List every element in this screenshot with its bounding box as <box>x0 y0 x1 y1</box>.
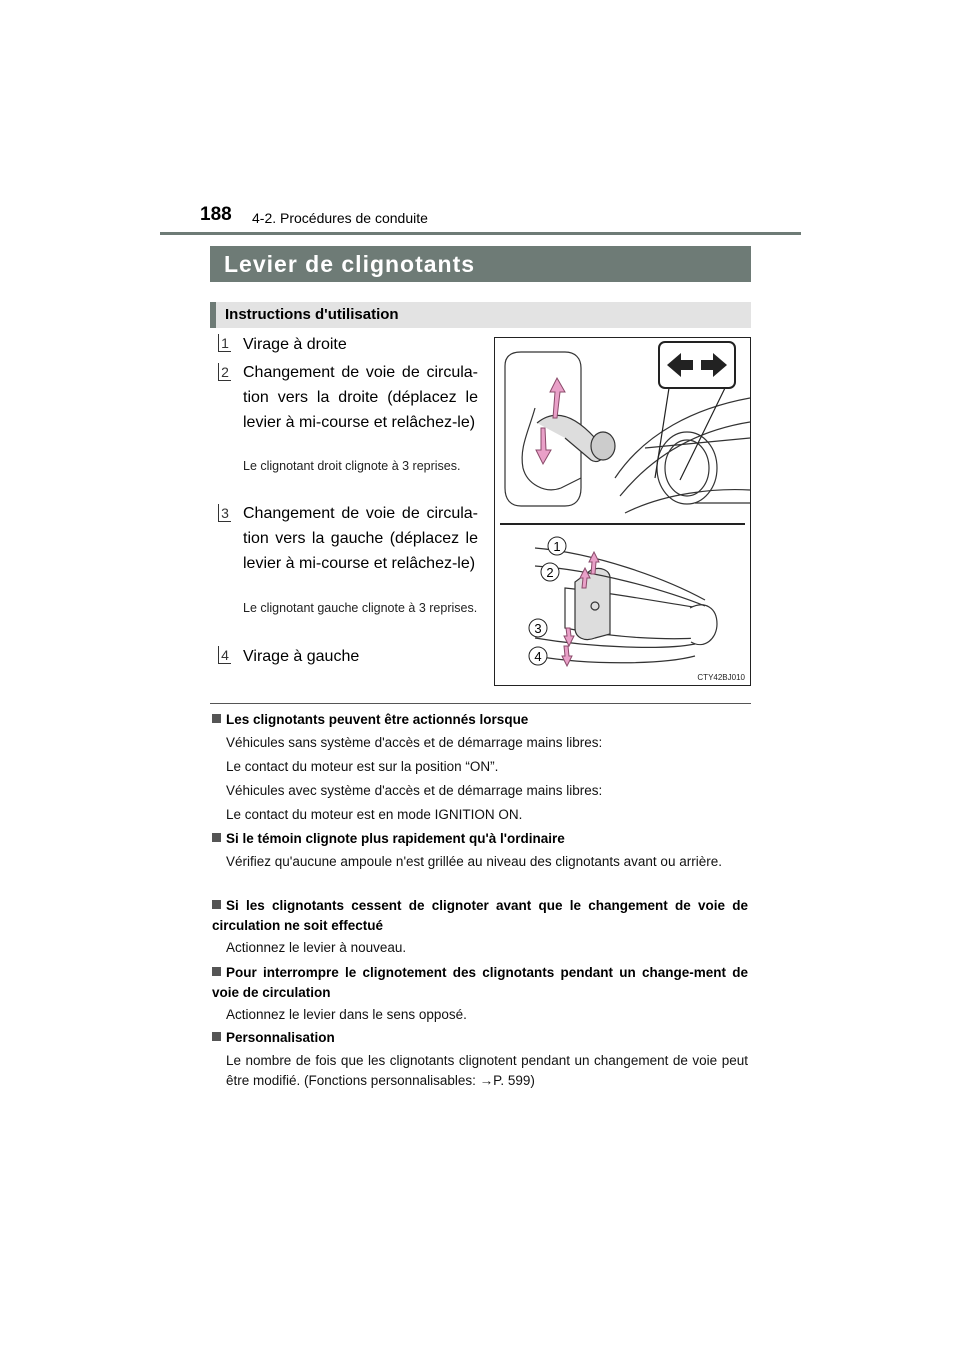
note-line: Actionnez le levier dans le sens opposé. <box>226 1007 467 1022</box>
bullet-square-icon <box>212 1032 221 1041</box>
note-heading: Les clignotants peuvent être actionnés lorsque <box>212 710 748 730</box>
note-heading: Si les clignotants cessent de clignoter avant que le changement de voie de circulation ne soit effectué <box>212 898 748 933</box>
note-heading: Si le témoin clignote plus rapidement qu'à l'ordinaire <box>212 829 748 849</box>
bullet-square-icon <box>212 900 221 909</box>
section-divider <box>210 703 751 704</box>
chapter-title: 4-2. Procédures de conduite <box>252 210 428 226</box>
page-number: 188 <box>200 204 232 225</box>
figure-code: CTY42BJ010 <box>697 673 745 682</box>
note-heading: Pour interrompre le clignotement des clignotants pendant un change-ment de voie de circulation <box>212 965 748 1000</box>
step-number-icon: 3 <box>218 504 231 522</box>
subsection-title: Instructions d'utilisation <box>225 306 399 323</box>
hand-on-lever-drawing <box>505 352 615 506</box>
bullet-square-icon <box>212 833 221 842</box>
subsection-bar <box>210 302 751 328</box>
turn-signal-indicator-icon <box>655 342 735 480</box>
step-number-icon: 4 <box>218 646 231 664</box>
turn-signal-illustration <box>494 337 751 686</box>
note-line: Véhicules avec système d'accès et de démarrage mains libres: <box>226 783 603 798</box>
note-line: Le nombre de fois que les clignotants clignotent pendant un changement de voie peut être modifié. (Fonctions personnalisables: →P. 599) <box>226 1053 748 1088</box>
note-line: Actionnez le levier à nouveau. <box>226 940 407 955</box>
callout-1: 1 <box>553 539 561 554</box>
note-line: Véhicules sans système d'accès et de démarrage mains libres: <box>226 735 603 750</box>
lever-drawing <box>535 548 717 663</box>
callout-2: 2 <box>546 565 554 580</box>
section-title-bar <box>210 246 751 282</box>
step-number-icon: 1 <box>218 334 231 352</box>
step-text: Virage à gauche <box>243 648 360 665</box>
header-divider <box>160 232 801 235</box>
step-text: Virage à droite <box>243 336 347 353</box>
note-line: Le contact du moteur est en mode IGNITION ON. <box>226 807 523 822</box>
step-note: Le clignotant gauche clignote à 3 reprises. <box>243 601 478 615</box>
step-text: Changement de voie de circula-tion vers la gauche (déplacez le levier à mi-course et relâchez-le) <box>243 505 478 572</box>
step-number-icon: 2 <box>218 363 231 381</box>
bullet-square-icon <box>212 967 221 976</box>
callout-3: 3 <box>534 621 542 636</box>
step-text: Changement de voie de circula-tion vers la droite (déplacez le levier à mi-course et relâchez-le) <box>243 364 478 431</box>
note-line: Le contact du moteur est sur la position “ON”. <box>226 759 499 774</box>
note-line: Vérifiez qu'aucune ampoule n'est grillée au niveau des clignotants avant ou arrière. <box>226 854 722 869</box>
note-heading: Personnalisation <box>212 1028 748 1048</box>
dashboard-drawing <box>615 398 750 513</box>
callout-4: 4 <box>534 649 542 664</box>
position-callouts <box>529 537 566 665</box>
step-note: Le clignotant droit clignote à 3 reprises. <box>243 459 461 473</box>
bullet-square-icon <box>212 714 221 723</box>
section-title: Levier de clignotants <box>224 251 476 277</box>
